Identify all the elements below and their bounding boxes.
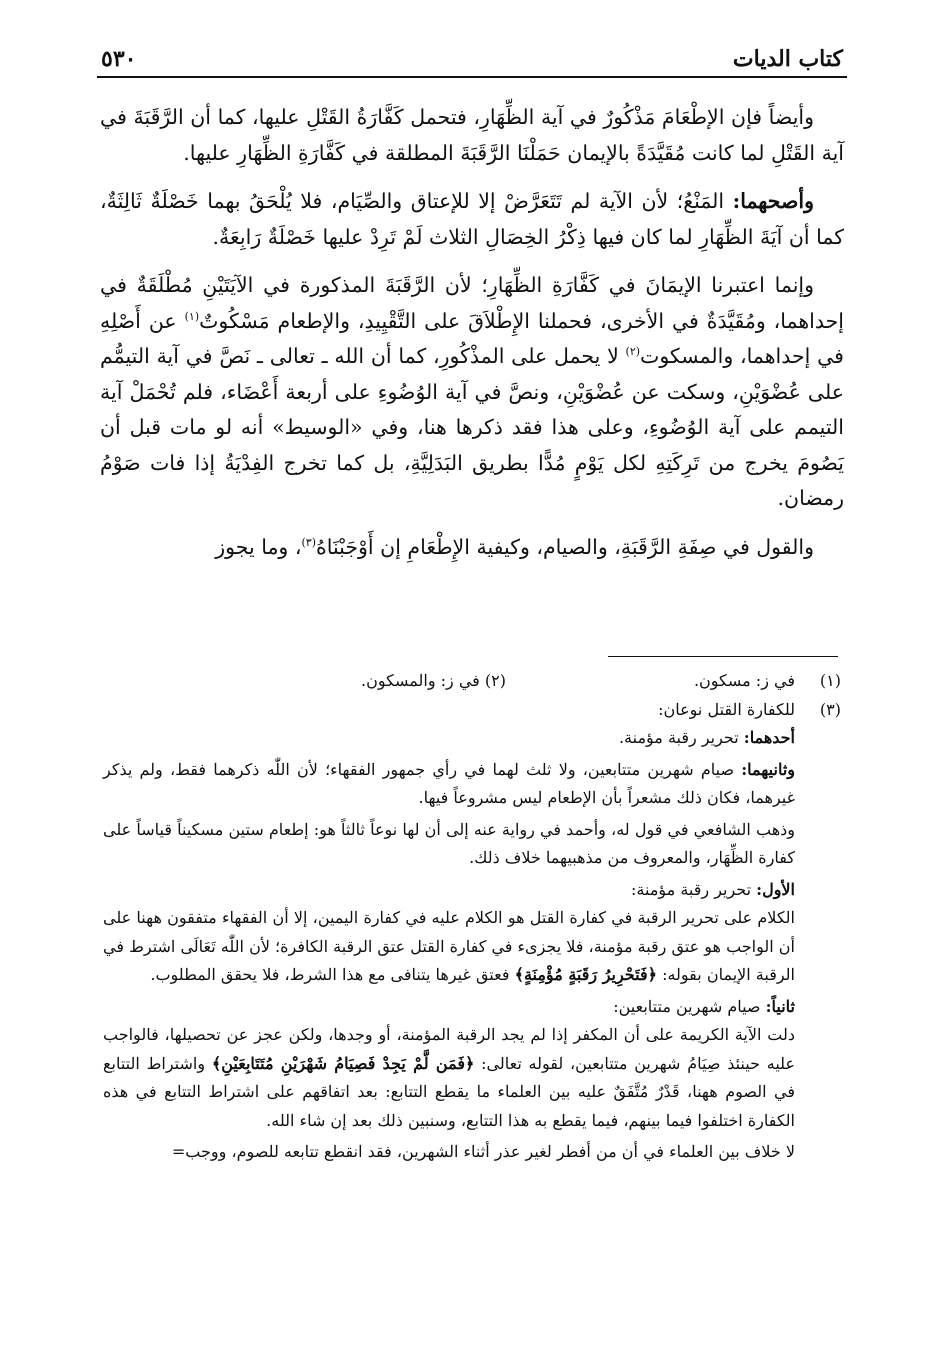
second-discussion-part-a: دلت الآية الكريمة على أن المكفر إذا لم يجد الرقبة المؤمنة، أو وجدها، ولكن عجز عن تحصيلها، فالواجب عليه حينئذ صِيَامُ شهرين متتابعين، لقوله تعالى: [103,1025,796,1073]
first-heading-text: تحرير رقبة مؤمنة: [631,879,757,899]
footnote-ref-1[interactable]: (١) [184,309,200,323]
second-discussion-part-b: واشتراط التتابع في الصوم ههنا، قَدْرٌ مُتَّفَقٌ عليه بين العلماء ما يقطع التتابع: بعد اتفاقهم على اشتراط التتابع في هذه الكفارة اختلفوا فيما بينهم، فيما يقطع به هذا التتابع، وسنبين ذلك بعد إن شاء الله. [103,1053,795,1130]
footnotes-row-1-2 [103,667,841,696]
first-heading-lead: الأول: [756,879,795,899]
footnote-ref-3[interactable]: (٣) [301,535,316,549]
second-heading-text: صيام شهرين متتابعين: [613,996,766,1016]
footnote-3-first-discussion [103,904,795,990]
footnote-3-second-heading [103,993,795,1022]
footnote-3-heading [103,696,841,725]
paragraph-3-part-b: عن أَصْلِهِ في إحداهما، والمسكوت [100,308,844,368]
paragraph-3-part-a: وإنما اعتبرنا الإيمَانَ في كَفَّارَةِ الظِّهَارِ؛ لأن الرَّقَبَةَ المذكورة في الآيَتَيْنِ مُطْلَقَةٌ في إحداهما، ومُقَيَّدَةٌ في الأخرى، فحملنا الإِطْلاَقَ على التَّقْيِيدِ، والإطعام مَسْكُوتٌ [100,273,845,333]
footnote-3-shafii-view: وذهب الشافعي في قول له، وأحمد في رواية عنه إلى أن لها نوعاً ثالثاً هو: إطعام ستين مسكيناً قياساً على كفارة الظِّهَار، والمعروف من مذهبيهما خلاف ذلك. [103,819,795,867]
quran-verse-1: ﴿فَتَحْرِيرُ رَقَبَةٍ مُؤْمِنَةٍ﴾ [514,965,657,984]
footnote-3-intro: للكفارة القتل نوعان: [658,699,795,719]
page-header [97,40,847,78]
footnote-3-second-type [103,756,795,813]
second-type-lead: وثانيهما: [741,759,795,779]
first-discussion-part-b: فعتق غيرها يتنافى مع هذا الشرط، فلا يحقق المطلوب. [150,965,515,984]
second-type-text: صيام شهرين متتابعين، ولا ثلث لهما في رأي جمهور الفقهاء؛ لأن اللّٰه ذكرهما فقط، ولم يذكر غيرهما، فكان ذلك مشعراً بأن الإطعام ليس مشروعاً فيها. [103,759,795,807]
footnote-2-text: (٢) في ز: والمسكون. [361,671,506,690]
footnote-3-number: (٣) [819,699,841,719]
first-discussion-part-a: الكلام على تحرير الرقبة في كفارة القتل هو الكلام عليه في كفارة اليمين، إلا أن الفقهاء متفقون ههنا على أن الواجب هو عتق رقبة مؤمنة، فلا يجزىء في كفارة القتل عتق الرقبة الكافرة؛ لأن اللّٰه تَعَالَى اشترط في الرقبة الإيمان بقوله: [103,908,796,984]
paragraph-2-lead: وأصحهما: [732,189,814,213]
footnote-3-first-type [103,724,795,753]
footnote-ref-2[interactable]: (٢) [625,345,641,359]
paragraph-4-part-a: والقول في صِفَةِ الرَّقَبَةِ، والصيام، وكيفية الإِطْعَامِ إن أَوْجَبْنَاهُ [316,534,814,559]
paragraph-3-part-c: لا يحمل على المذْكُورِ، كما أن الله ـ تعالى ـ نَصَّ في آية التيمُّم على عُضْوَيْنِ، وسكت عن عُضْوَيْنِ، ونصَّ في آية الوُضُوءِ على أربعة أَعْضَاء، فلم تُحْمَلْ آية التيمم على آية الوُضُوءِ، وعلى هذا فقد ذكرها هنا، وفي «الوسيط» أنه لو مات قبل أن يَصُومَ يخرج من تَرِكَتِهِ لكل يَوْمٍ مُدًّا بطريق البَدَلِيَّةِ، بل كما تخرج الفِدْيَةُ إذا فات صَوْمُ رمضان. [100,344,844,510]
paragraph-1: وأيضاً فإن الإطْعَامَ مَذْكُورٌ في آية الظِّهَارِ، فتحمل كَفَّارَةُ القَتْلِ عليها، كما أن الرَّقَبَةَ في آية القَتْلِ لما كانت مُقَيَّدَةً بالإيمان حَمَلْنَا الرَّقَبَةَ المطلقة في كَفَّارَةِ الظِّهَارِ عليها. [100,105,844,165]
paragraph-4 [100,530,844,566]
footnote-3-body [103,724,795,1167]
running-title: كتاب الديات [732,46,843,72]
footnote-1-text: في ز: مسكون. [693,671,795,690]
footnotes [103,667,841,1167]
paragraph-3 [100,268,844,517]
second-heading-lead: ثانياً: [765,996,795,1016]
page-number: ٥٣٠ [101,46,137,72]
footnote-3-first-heading [103,876,795,905]
footnote-3-last-line: لا خلاف بين العلماء في أن من أفطر لغير عذر أثناء الشهرين، فقد انقطع تتابعه للصوم، ووجب= [171,1142,795,1161]
paragraph-2 [100,184,844,255]
main-text [100,100,844,578]
first-type-lead: أحدهما: [743,728,795,747]
paragraph-2-body: المَنْعُ؛ لأن الآية لم تَتَعَرَّضْ إلا للإعتاق والصِّيَام، فلا يُلْحَقُ بهما خَصْلَةٌ ثَالِثَةٌ، كما أن آيَةَ الظِّهَارِ لما كان فيها ذِكْرُ الخِصَالِ الثلاث لَمْ تَرِدْ عليها خَصْلَةٌ رَابِعَةٌ. [100,189,844,249]
footnotes-divider [608,656,838,657]
paragraph-4-part-b: ، وما يجوز [215,534,302,559]
quran-verse-2: ﴿فَمَن لَّمْ يَجِدْ فَصِيَامُ شَهْرَيْنِ مُتَتَابِعَيْنِ﴾ [211,1053,475,1073]
first-type-text: تحرير رقبة مؤمنة. [618,728,744,747]
footnote-1-number: (١) [819,671,841,690]
footnote-3-second-discussion [103,1021,795,1135]
